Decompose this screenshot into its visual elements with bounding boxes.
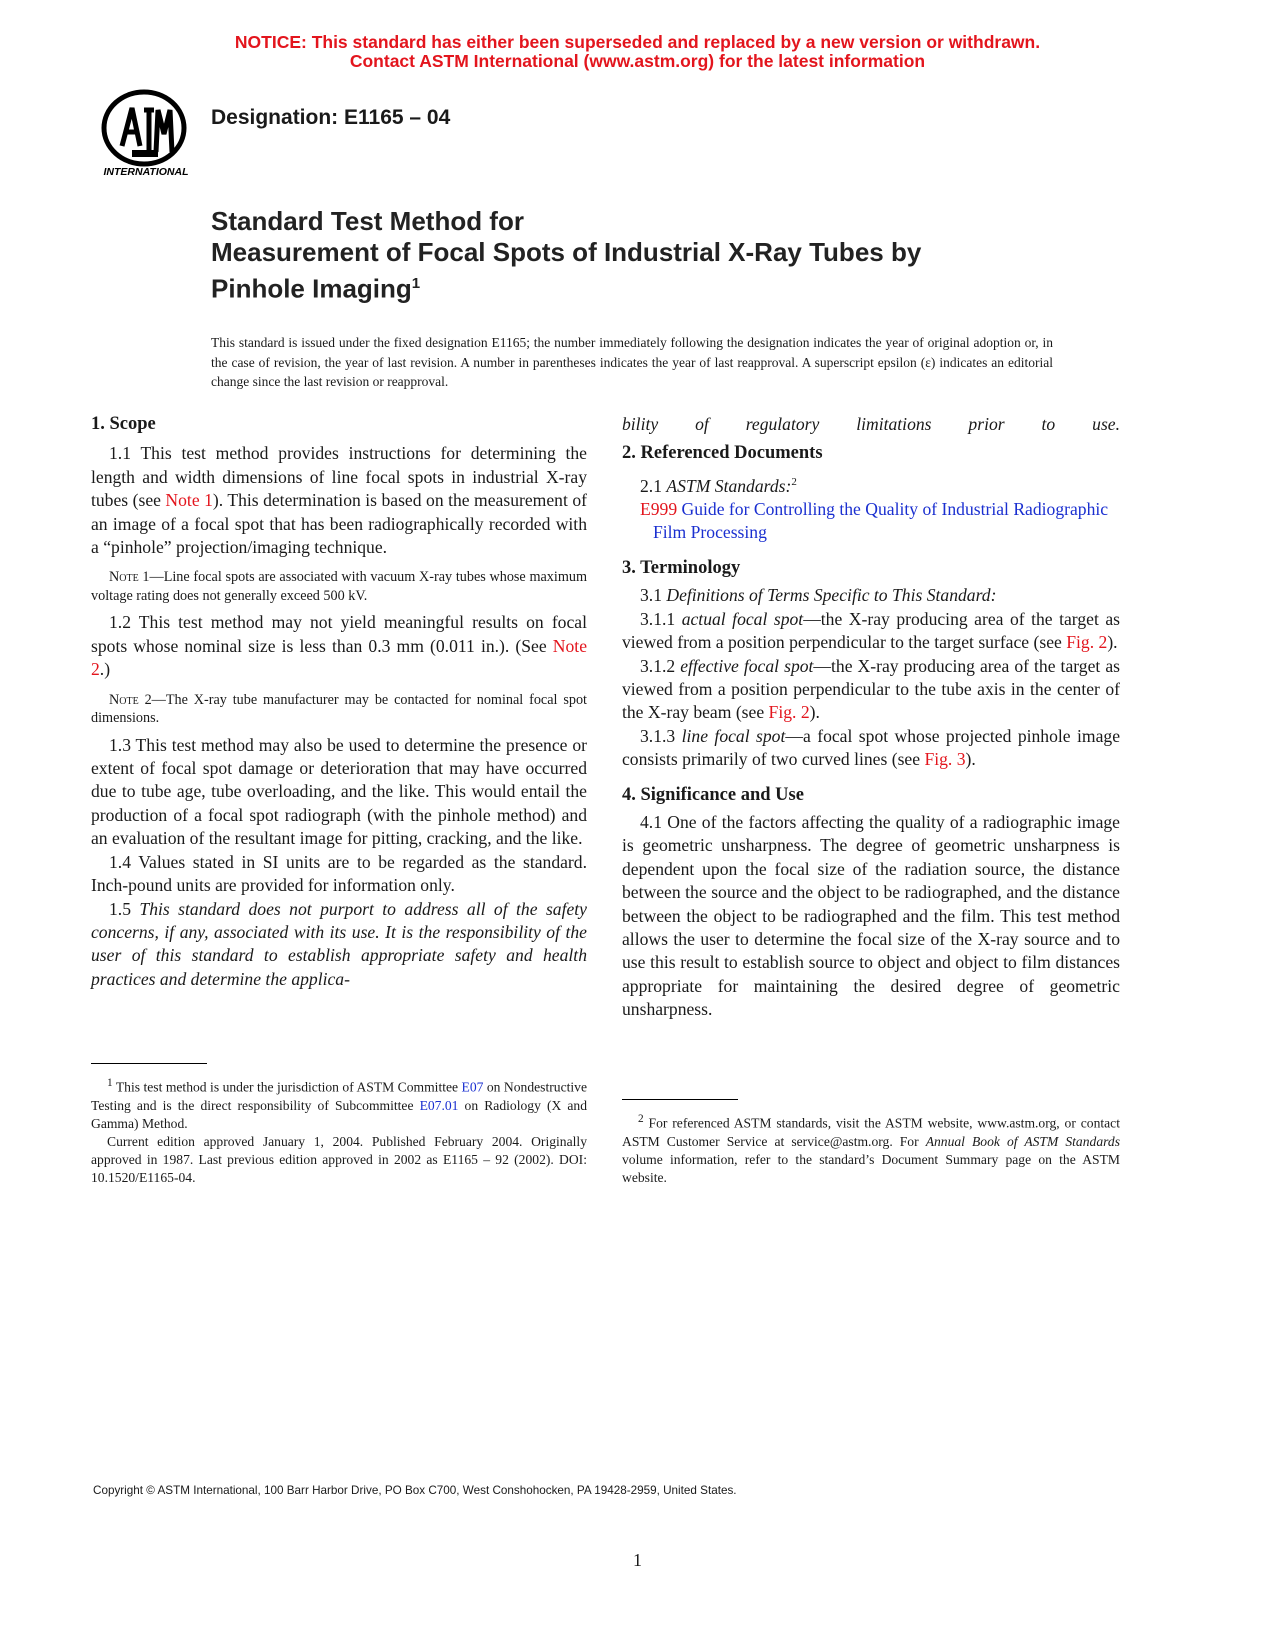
e07-link[interactable]: E07 [461, 1079, 484, 1095]
footnote-rule-left [91, 1063, 207, 1064]
para-3-1-3: 3.1.3 line focal spot—a focal spot whose projected pinhole image consists primarily of two curved lines (see Fig. 3). [622, 725, 1121, 770]
para-1-4: 1.4 Values stated in SI units are to be regarded as the standard. Inch-pound units are provided for information only. [91, 851, 587, 896]
para-3-1-2: 3.1.2 effective focal spot—the X-ray producing area of the target as viewed from a position perpendicular to the tube axis in the center of the X-ray beam (see Fig. 2). [622, 655, 1120, 723]
astm-logo-icon [92, 86, 200, 182]
note-2: Note 2—The X-ray tube manufacturer may be contacted for nominal focal spot dimensions. [91, 691, 587, 727]
notice-line-1: NOTICE: This standard has either been superseded and replaced by a new version or withdrawn. [234, 32, 1041, 52]
section-1-heading: 1. Scope [91, 414, 156, 434]
e07-01-link[interactable]: E07.01 [419, 1097, 459, 1113]
page-number: 1 [633, 1550, 642, 1570]
e999-link[interactable]: E999 [640, 499, 678, 520]
para-1-1: 1.1 This test method provides instructions for determining the length and width dimensions of line focal spots in industrial X-ray tubes (see Note 1). This determination is based on the measurement of an image of a focal spot that has been radiographically recorded with a “pinhole” projection/imaging technique. [91, 443, 587, 558]
logo-subtext: INTERNATIONAL [103, 166, 189, 178]
footnote-1: $^1$ This test method is under the jurisdiction of ASTM Committee E07 on Nondestructive Testing and is the direct responsibility of Subcommittee E07.01 on Radiology (X and Gamma) Method. Current edition approved January 1, 2004. Published February 2004. Originally approved in 1987. Last previous edition approved in 2002 as E1165 – 92 (2002). DOI: 10.1520/E1165-04. [91, 1077, 587, 1185]
fig-2-link-b[interactable]: Fig. 2 [768, 702, 810, 723]
footnote-rule-right [622, 1099, 738, 1100]
e999-reference [622, 498, 1120, 545]
footnote-2: $^2$ For referenced ASTM standards, visit the ASTM website, www.astm.org, or contact ASTM Customer Service at service@astm.org. For Annual Book of ASTM Standards volume information, refer to the standard’s Document Summary page on the ASTM website. [622, 1113, 1120, 1185]
para-1-3: 1.3 This test method may also be used to determine the presence or extent of focal spot damage or deterioration that may have occurred due to tube age, tube overloading, and the like. This would entail the production of a focal spot radiograph (with the pinhole method) and an evaluation of the resultant image for pitting, cracking, and the like. [91, 734, 587, 849]
fig-2-link-a[interactable]: Fig. 2 [1066, 632, 1108, 653]
intro-paragraph: This standard is issued under the fixed designation E1165; the number immediately following the designation indicates the year of original adoption or, in the case of revision, the year of last revision. A number in parentheses indicates the year of last reapproval. A superscript epsilon (ε) indicates an editorial change since the last revision or reapproval. [211, 335, 1053, 389]
para-4-1: 4.1 One of the factors affecting the quality of a radiographic image is geometric unsharpness. The degree of geometric unsharpness is dependent upon the focal size of the radiation source, the distance between the source and the object to be radiographed, and the distance between the object to be radiographed and the film. This test method allows the user to determine the focal size of the X-ray source and to use this result to establish source to object and object to film distances appropriate for maintaining the desired degree of geometric unsharpness. [622, 811, 1120, 1020]
title-line-3: Pinhole Imaging$^1$ [211, 273, 421, 304]
para-3-1: 3.1 Definitions of Terms Specific to This Standard: [640, 585, 997, 606]
fig-3-link[interactable]: Fig. 3 [924, 749, 966, 770]
title-line-1: Standard Test Method for [211, 206, 524, 236]
note-1: Note 1—Line focal spots are associated with vacuum X-ray tubes whose maximum voltage rating does not generally exceed 500 kV. [91, 569, 587, 604]
left-column [91, 413, 587, 991]
para-2-1: 2.1 ASTM Standards:$^2$ [640, 475, 797, 496]
para-1-5: 1.5 This standard does not purport to address all of the safety concerns, if any, associated with its use. It is the responsibility of the user of this standard to establish appropriate safety and health practices and determine the applica- [91, 898, 587, 989]
note-2-link[interactable]: Note 2 [91, 635, 587, 680]
right-column [622, 413, 1120, 1022]
section-4-heading: 4. Significance and Use [622, 784, 804, 805]
para-1-2: 1.2 This test method may not yield meaningful results on focal spots whose nominal size is less than 0.3 mm (0.011 in.). (See Note 2.) [91, 612, 587, 680]
astm-logo [92, 86, 200, 182]
title-line-2: Measurement of Focal Spots of Industrial X-Ray Tubes by [211, 237, 922, 267]
designation: Designation: E1165 – 04 [211, 106, 451, 129]
notice-line-2: Contact ASTM International (www.astm.org) for the latest information [349, 51, 926, 71]
para-3-1-1: 3.1.1 actual focal spot—the X-ray producing area of the target as viewed from a position perpendicular to the target surface (see Fig. 2). [622, 608, 1121, 653]
copyright: Copyright © ASTM International, 100 Barr Harbor Drive, PO Box C700, West Conshohocken, PA 19428-2959, United States. [93, 1484, 737, 1497]
section-2-heading: 2. Referenced Documents [622, 443, 823, 464]
section-3-heading: 3. Terminology [622, 557, 741, 578]
footnote-1-edition: Current edition approved January 1, 2004. Published February 2004. Originally approved in 1987. Last previous edition approved in 2002 as E1165 – 92 (2002). DOI: 10.1520/E1165-04. [91, 1133, 587, 1185]
e999-title-link[interactable]: Guide for Controlling the Quality of Industrial Radiographic Film Processing [653, 499, 1109, 543]
para-1-5-continued: bility of regulatory limitations prior to use. [622, 414, 1120, 434]
note-1-link[interactable]: Note 1 [165, 490, 213, 511]
title-footnote-mark: 1 [411, 275, 421, 292]
